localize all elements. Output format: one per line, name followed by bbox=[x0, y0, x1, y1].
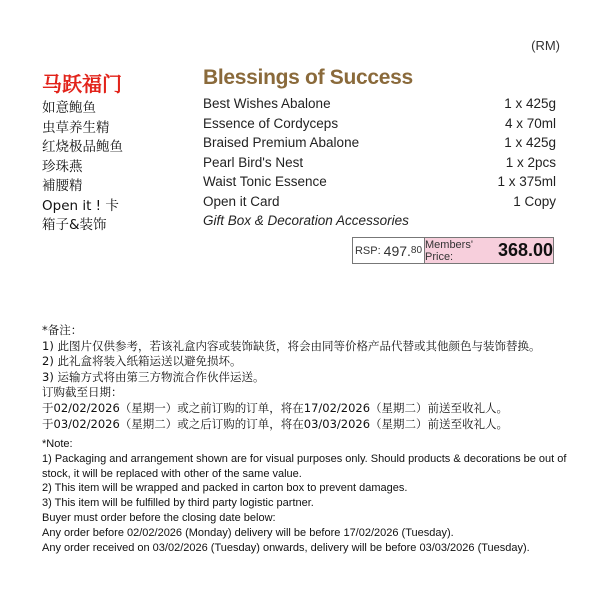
list-item bbox=[0, 194, 600, 214]
item-quantity: 1 x 375ml bbox=[497, 174, 556, 189]
members-price bbox=[425, 238, 553, 263]
item-quantity: 1 x 425g bbox=[504, 135, 556, 150]
item-quantity: 1 Copy bbox=[513, 193, 556, 209]
list-item bbox=[0, 96, 600, 116]
members-price-label: Members' Price: bbox=[425, 238, 473, 263]
item-quantity: 1 x 2pcs bbox=[505, 154, 556, 170]
item-quantity: 4 x 70ml bbox=[504, 115, 556, 131]
note-line: 1) 此图片仅供参考，若该礼盒内容或装饰缺货，将会由同等价格产品代替或其他颜色与装饰替换。 bbox=[42, 338, 541, 353]
list-item bbox=[0, 116, 600, 136]
note-line: Buyer must order before the closing date below: bbox=[42, 511, 276, 524]
item-name-chinese: 红烧极品鲍鱼 bbox=[42, 139, 123, 155]
list-item bbox=[0, 135, 600, 155]
note-line: 3) This item will be fulfilled by third party logistic partner. bbox=[42, 497, 314, 510]
rsp-decimal: 80 bbox=[410, 245, 423, 256]
title-chinese: 马跃福门 bbox=[42, 72, 122, 96]
item-quantity: 1 x 425g bbox=[504, 96, 556, 111]
members-price-value: 368.00 bbox=[497, 240, 553, 260]
item-name-english: Open it Card bbox=[203, 193, 280, 209]
item-name-chinese: 箱子&装饰 bbox=[42, 217, 107, 233]
list-item bbox=[0, 213, 600, 233]
note-line: 2) 此礼盒将装入纸箱运送以避免损坏。 bbox=[42, 354, 242, 369]
item-name-chinese: 珍珠燕 bbox=[42, 158, 83, 175]
list-item bbox=[0, 174, 600, 194]
note-line: Any order received on 03/02/2026 (Tuesday) onwards, delivery will be before 03/03/2026 (Tuesday). bbox=[42, 541, 530, 554]
item-name-english: Essence of Cordyceps bbox=[203, 115, 339, 131]
item-name-chinese: 虫草养生精 bbox=[42, 119, 110, 136]
rsp-price bbox=[353, 238, 425, 263]
item-name-chinese: 如意鲍鱼 bbox=[42, 100, 96, 116]
item-name-english: Braised Premium Abalone bbox=[203, 135, 360, 150]
item-name-chinese: 補腰精 bbox=[42, 178, 83, 194]
item-name-english: Waist Tonic Essence bbox=[203, 174, 327, 189]
item-name-english: Gift Box & Decoration Accessories bbox=[203, 213, 409, 228]
note-line: 于03/02/2026（星期二）或之后订购的订单，将在03/03/2026（星期二）前送至收礼人。 bbox=[42, 416, 509, 431]
list-item bbox=[0, 155, 600, 175]
notes-english bbox=[42, 437, 572, 555]
note-line: Any order before 02/02/2026 (Monday) delivery will be before 17/02/2026 (Tuesday). bbox=[42, 526, 454, 539]
item-name-chinese: Open it ! 卡 bbox=[42, 197, 119, 214]
rsp-label: RSP: bbox=[354, 244, 381, 257]
rsp-value: 497. bbox=[383, 242, 411, 259]
item-name-english: Pearl Bird's Nest bbox=[203, 154, 304, 170]
notes-chinese bbox=[42, 323, 582, 432]
currency-label: (RM) bbox=[531, 38, 560, 53]
item-name-english: Best Wishes Abalone bbox=[203, 96, 331, 111]
price-box bbox=[352, 237, 554, 264]
note-line: *Note: bbox=[42, 438, 73, 450]
note-line: 3) 运输方式将由第三方物流合作伙伴运送。 bbox=[42, 369, 265, 384]
item-list bbox=[0, 96, 600, 233]
note-line: 2) This item will be wrapped and packed in carton box to prevent damages. bbox=[42, 482, 408, 495]
note-line: 订购截至日期： bbox=[42, 385, 123, 400]
note-line: *备注： bbox=[42, 323, 83, 337]
note-line: 1) Packaging and arrangement shown are for visual purposes only. Should products & decorations be out of stock, it will be replaced with other of the same value. bbox=[42, 452, 567, 480]
note-line: 于02/02/2026（星期一）或之前订购的订单，将在17/02/2026（星期二）前送至收礼人。 bbox=[42, 400, 509, 415]
title-english: Blessings of Success bbox=[203, 66, 413, 89]
